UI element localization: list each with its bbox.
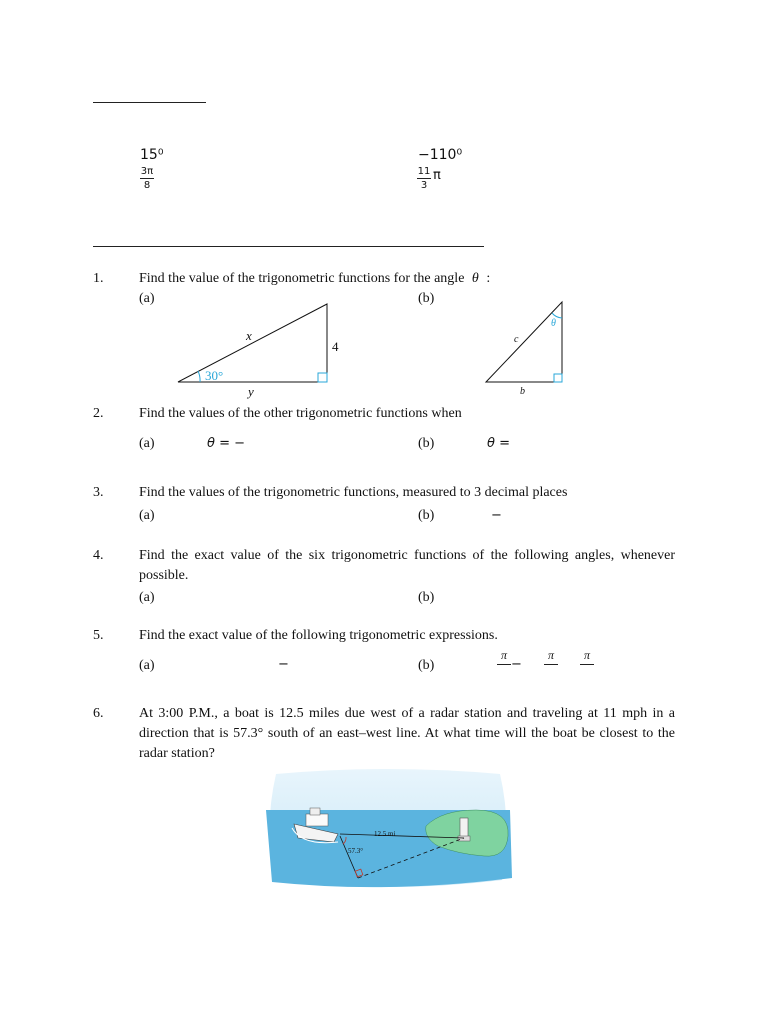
triangle-figure-a — [170, 296, 345, 401]
q4-a-label: (a) — [139, 590, 155, 605]
q5-a-expr: − — [278, 657, 289, 672]
boat-radar-figure — [262, 766, 514, 892]
q5-b-minus: − — [511, 657, 522, 672]
fig-a-adj-label: y — [248, 384, 254, 399]
triangle-figure-b — [478, 296, 573, 398]
header-rule — [93, 102, 206, 103]
distance-label: 12.5 mi — [374, 830, 396, 838]
q5-a-label: (a) — [139, 658, 155, 673]
q3-b-label: (b) — [418, 508, 435, 523]
fig-a-hyp-label: x — [246, 328, 252, 343]
q2-number: 2. — [93, 406, 104, 421]
angle-11-over-3: 11 3 — [417, 166, 431, 191]
q2-b-expr: θ = — [487, 436, 510, 451]
fig-a-angle-label: 30° — [205, 368, 224, 383]
angle-minus-110: −110⁰ — [418, 147, 463, 163]
q6-text: At 3:00 P.M., a boat is 12.5 miles due west of a radar station and traveling at 11 mph in a direction that is 57.3° south of an east–west line. At what time will the boat be closest to the radar station? — [139, 706, 675, 761]
pi-suffix: π — [433, 168, 441, 183]
fig-a-opp-label: 4 — [332, 339, 339, 354]
q3-a-label: (a) — [139, 508, 155, 523]
q3-number: 3. — [93, 485, 104, 500]
q5-number: 5. — [93, 628, 104, 643]
q6-number: 6. — [93, 706, 104, 721]
q5-b-label: (b) — [418, 658, 435, 673]
q2-a-label: (a) — [139, 436, 155, 451]
q1-number: 1. — [93, 271, 104, 286]
q1-a-label: (a) — [139, 291, 155, 306]
q4-b-label: (b) — [418, 590, 435, 605]
q5-b-term-3: π — [580, 649, 594, 665]
angle-label: 57.3° — [348, 847, 364, 855]
fig-b-angle-label: θ — [551, 318, 556, 329]
q5-text: Find the exact value of the following trigonometric expressions. — [139, 628, 498, 643]
q2-b-label: (b) — [418, 436, 435, 451]
q2-text: Find the values of the other trigonometric functions when — [139, 406, 462, 421]
angle-15: 15⁰ — [140, 147, 164, 163]
fig-b-hyp-label: c — [514, 334, 519, 345]
q1-text: Find the value of the trigonometric functions for the angle θ : — [139, 271, 491, 286]
q3-text: Find the values of the trigonometric functions, measured to 3 decimal places — [139, 485, 568, 500]
q4-text: Find the exact value of the six trigonometric functions of the following angles, whenever possible. — [139, 548, 675, 583]
angle-3pi-over-8: 3π 8 — [140, 166, 154, 191]
q4-number: 4. — [93, 548, 104, 563]
q1-b-label: (b) — [418, 291, 435, 306]
q3-b-expr: − — [491, 508, 502, 523]
q2-a-expr: θ = − — [207, 436, 246, 451]
section-rule — [93, 246, 484, 247]
q5-b-term-1: π — [497, 649, 511, 665]
fig-b-adj-label: b — [520, 386, 525, 397]
q5-b-term-2: π — [544, 649, 558, 665]
